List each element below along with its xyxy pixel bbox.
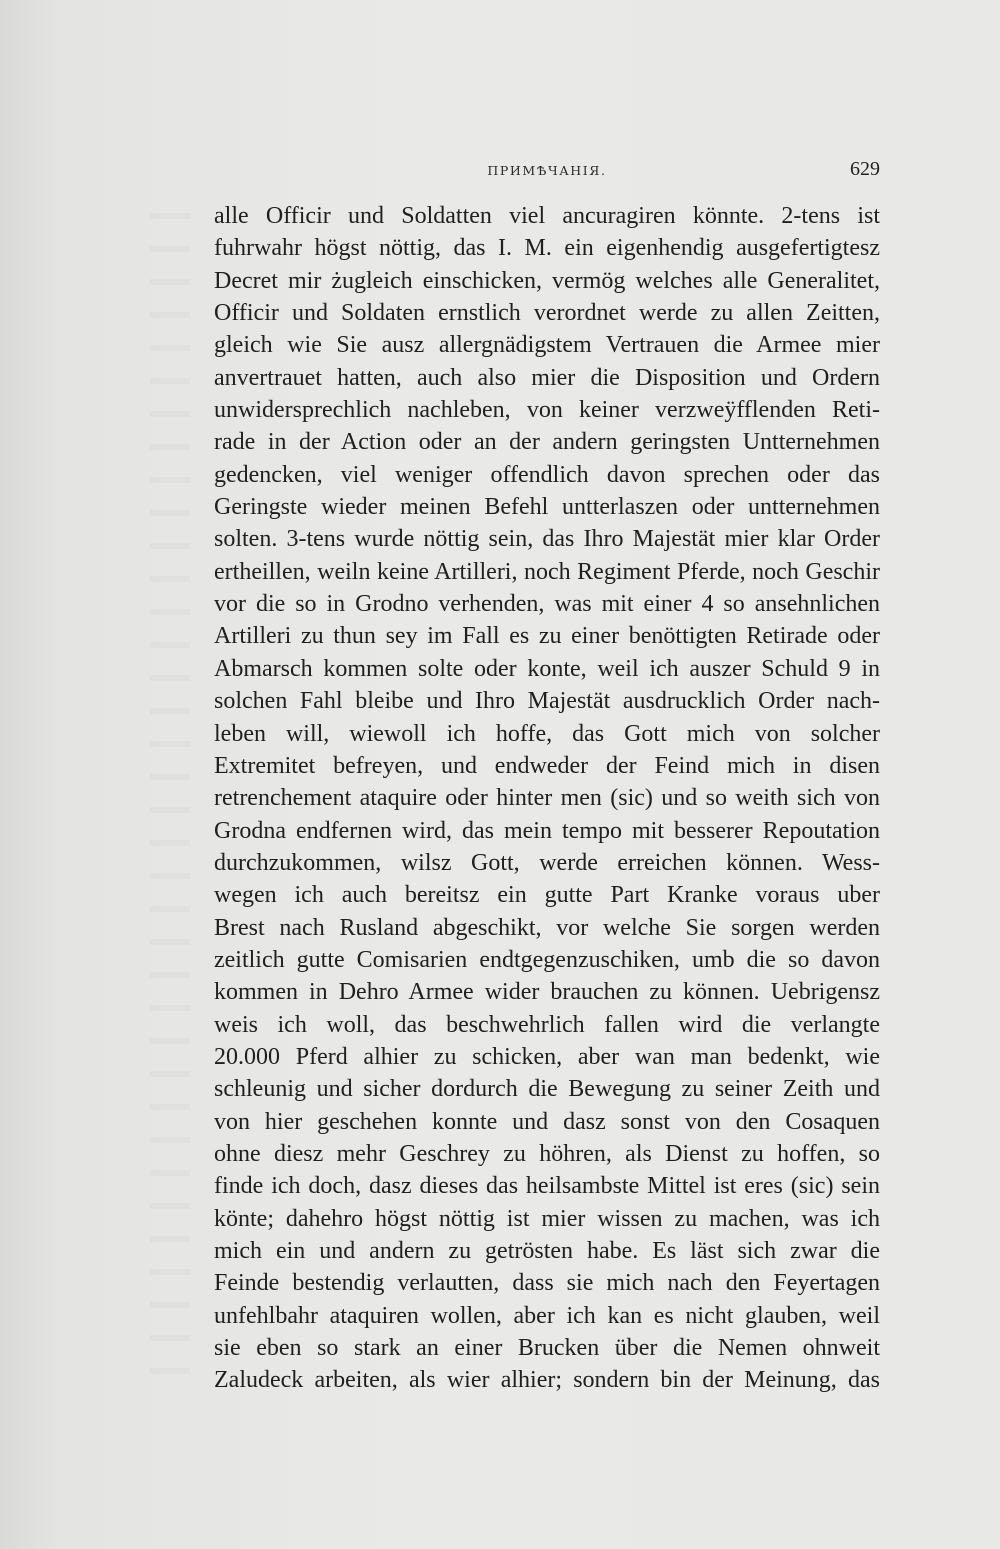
- text-line: ertheillen, weiln keine Artilleri, noch Regiment Pferde, noch Geschir: [214, 558, 880, 585]
- page-number: 629: [850, 158, 880, 180]
- text-line: solten. 3-tens wurde nöttig sein, das Ihro Majestät mier klar Order: [214, 526, 880, 553]
- text-line: kommen in Dehro Armee wider brauchen zu können. Uebrigensz: [214, 979, 880, 1006]
- text-line: unfehlbahr ataquiren wollen, aber ich kan es nicht glauben, weil: [214, 1302, 880, 1329]
- text-line: alle Officir und Soldatten viel ancuragiren könnte. 2-tens ist: [214, 203, 880, 229]
- text-line: Grodna endfernen wird, das mein tempo mit besserer Repoutation: [214, 817, 880, 844]
- text-line: solchen Fahl bleibe und Ihro Majestät ausdrucklich Order nach-: [214, 688, 880, 715]
- text-line: 20.000 Pferd alhier zu schicken, aber wan man bedenkt, wie: [214, 1043, 880, 1070]
- text-line: Artilleri zu thun sey im Fall es zu einer benöttigten Retirade oder: [214, 623, 880, 650]
- text-line: von hier geschehen konnte und dasz sonst von den Cosaquen: [214, 1108, 880, 1135]
- text-line: könte; dahehro högst nöttig ist mier wissen zu machen, was ich: [214, 1205, 880, 1232]
- running-header: [214, 158, 880, 182]
- text-line: fuhrwahr högst nöttig, das I. M. ein eigenhendig ausgefertigtesz: [214, 235, 880, 262]
- text-line: Abmarsch kommen solte oder konte, weil ich auszer Schuld 9 in: [214, 655, 880, 682]
- text-line: zeitlich gutte Comisarien endtgegenzuschiken, umb die so davon: [214, 946, 880, 973]
- text-line: mich ein und andern zu getrösten habe. Es läst sich zwar die: [214, 1238, 880, 1264]
- text-line: schleunig und sicher dordurch die Bewegung zu seiner Zeith und: [214, 1076, 880, 1103]
- text-line: durchzukommen, wilsz Gott, werde erreichen können. Wess-: [214, 849, 880, 876]
- text-line: rade in der Action oder an der andern geringsten Untternehmen: [214, 429, 880, 456]
- text-line: Brest nach Rusland abgeschikt, vor welche Sie sorgen werden: [214, 914, 880, 941]
- text-line: weis ich woll, das beschwehrlich fallen wird die verlangte: [214, 1011, 880, 1038]
- text-line: retrenchement ataquire oder hinter men (sic) und so weith sich von: [214, 785, 880, 812]
- text-line: wegen ich auch bereitsz ein gutte Part Kranke voraus uber: [214, 882, 880, 909]
- bleed-through-shadow: [150, 195, 190, 1395]
- text-line: gleich wie Sie ausz allergnädigstem Vertrauen die Armee mier: [214, 332, 880, 359]
- text-line: unwidersprechlich nachleben, von keiner verzweÿfflenden Reti-: [214, 397, 880, 424]
- text-line: Geringste wieder meinen Befehl untterlaszen oder untternehmen: [214, 494, 880, 521]
- text-line: Officir und Soldaten ernstlich verordnet werde zu allen Zeitten,: [214, 300, 880, 327]
- text-line: Zaludeck arbeiten, als wier alhier; sondern bin der Meinung, das: [214, 1367, 880, 1394]
- text-line: sie eben so stark an einer Brucken über die Nemen ohnweit: [214, 1335, 880, 1362]
- running-title: ПРИМѢЧАНIЯ.: [487, 163, 607, 178]
- text-line: vor die so in Grodno verhenden, was mit einer 4 so ansehnlichen: [214, 591, 880, 618]
- text-line: Extremitet befreyen, und endweder der Feind mich in disen: [214, 752, 880, 779]
- text-line: gedencken, viel weniger offendlich davon sprechen oder das: [214, 461, 880, 488]
- body-text: [214, 200, 880, 1397]
- text-line: Feinde bestendig verlautten, dass sie mich nach den Feyertagen: [214, 1270, 880, 1297]
- text-line: Decret mir żugleich einschicken, vermög welches alle Generalitet,: [214, 267, 880, 294]
- text-line: ohne diesz mehr Geschrey zu höhren, als Dienst zu hoffen, so: [214, 1140, 880, 1167]
- text-line: anvertrauet hatten, auch also mier die Disposition und Ordern: [214, 364, 880, 391]
- text-line: leben will, wiewoll ich hoffe, das Gott mich von solcher: [214, 720, 880, 747]
- text-line: finde ich doch, dasz dieses das heilsambste Mittel ist eres (sic) sein: [214, 1173, 880, 1200]
